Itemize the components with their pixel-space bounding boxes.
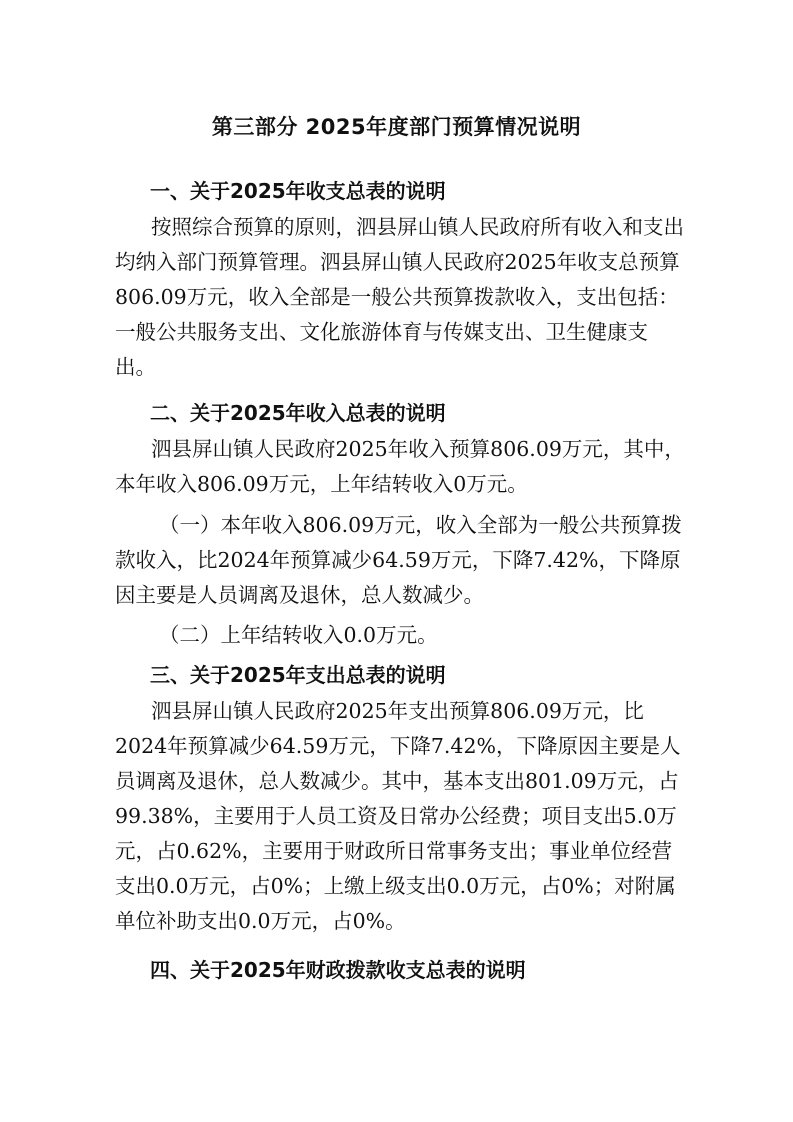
section-paragraph: 泗县屏山镇人民政府2025年支出预算806.09万元，比2024年预算减少64.59万元，下降7.42%，下降原因主要是人员调离及退休，总人数减少。其中，基本支出801.09万元，占99.38%，主要用于人员工资及日常办公经费；项目支出5.0万元，占0.62%，主要用于财政所日常事务支出；事业单位经营支出0.0万元，占0%；上缴上级支出0.0万元，占0%；对附属单位补助支出0.0万元，占0%。 <box>115 699 681 933</box>
section-paragraph: （二）上年结转收入0.0万元。 <box>159 623 438 647</box>
section-paragraph: 泗县屏山镇人民政府2025年收入预算806.09万元，其中，本年收入806.09万元，上年结转收入0万元。 <box>115 437 685 496</box>
section-paragraph: （一）本年收入806.09万元，收入全部为一般公共预算拨款收入，比2024年预算减少64.59万元，下降7.42%，下降原因主要是人员调离及退休，总人数减少。 <box>115 513 682 607</box>
section-paragraph: 按照综合预算的原则，泗县屏山镇人民政府所有收入和支出均纳入部门预算管理。泗县屏山镇人民政府2025年收支总预算806.09万元，收入全部是一般公共预算拨款收入，支出包括：一般公共服务支出、文化旅游体育与传媒支出、卫生健康支出。 <box>115 215 684 379</box>
section-heading-income-expenditure-summary: 一、关于2025年收支总表的说明 <box>150 179 446 203</box>
page-title: 第三部分 2025年度部门预算情况说明 <box>211 115 582 139</box>
section-heading-fiscal-appropriation-summary: 四、关于2025年财政拨款收支总表的说明 <box>150 958 526 982</box>
section-heading-income-summary: 二、关于2025年收入总表的说明 <box>150 401 446 425</box>
section-heading-expenditure-summary: 三、关于2025年支出总表的说明 <box>150 663 446 687</box>
